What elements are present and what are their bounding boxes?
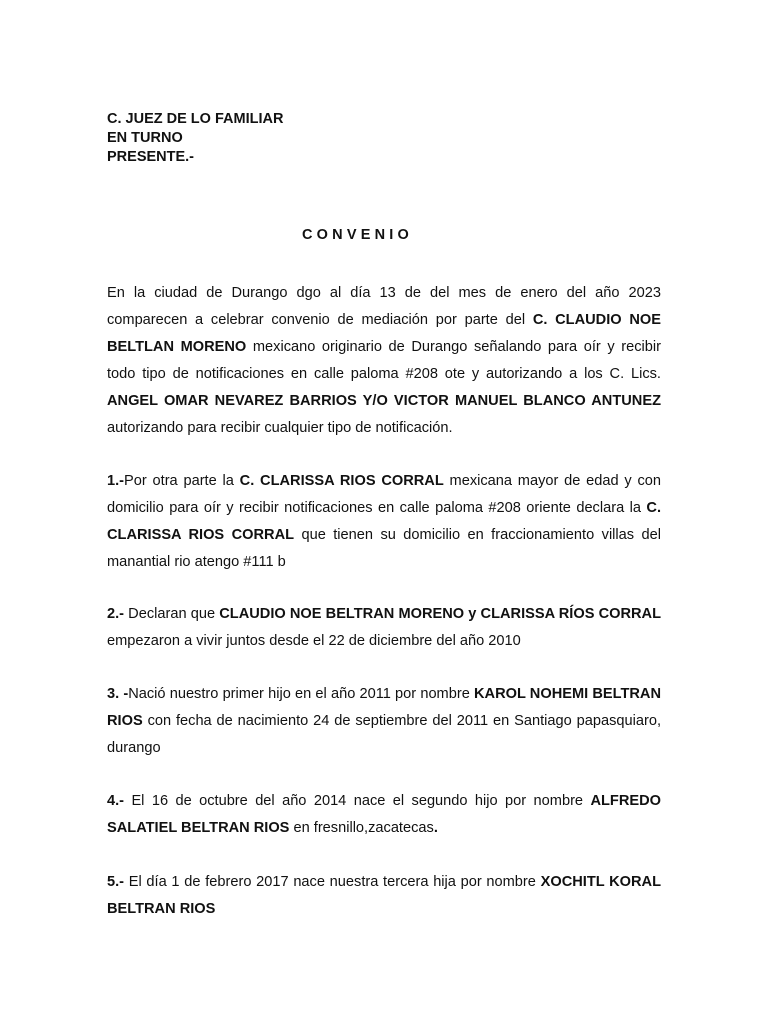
clause-2-text-2: empezaron a vivir juntos desde el 22 de diciembre del año 2010	[107, 633, 521, 649]
addressee-line-3: PRESENTE.-	[107, 149, 195, 165]
clause-2-paragraph	[107, 601, 661, 655]
clause-3-text-2: con fecha de nacimiento 24 de septiembre del 2011 en Santiago papasquiaro, durango	[107, 713, 661, 756]
clause-5-number: 5.-	[107, 874, 125, 890]
intro-text-2: mexicano originario de Durango señalando para oír y recibir todo tipo de notificaciones en calle paloma #208 ote y autorizando a los C. Lics.	[107, 339, 661, 382]
clause-2-bold-1: CLAUDIO NOE BELTRAN MORENO y CLARISSA RÍOS CORRAL	[219, 606, 662, 622]
intro-paragraph	[107, 280, 661, 442]
clause-3-number: 3. -	[107, 686, 129, 702]
addressee-line-1: C. JUEZ DE LO FAMILIAR	[107, 111, 284, 127]
intro-bold-names-2: ANGEL OMAR NEVAREZ BARRIOS Y/O VICTOR MANUEL BLANCO ANTUNEZ	[107, 393, 661, 409]
clause-5-bold-1: XOCHITL KORAL BELTRAN RIOS	[107, 874, 662, 917]
clause-4-bold-1: ALFREDO SALATIEL BELTRAN RIOS	[107, 793, 661, 836]
clause-1-text-3: que tienen su domicilio en fraccionamiento villas del manantial rio atengo #111 b	[107, 527, 661, 570]
clause-1-bold-2: C. CLARISSA RIOS CORRAL	[107, 500, 661, 543]
clause-1-paragraph	[107, 468, 661, 576]
clause-1-number: 1.-	[107, 473, 125, 489]
clause-5-text-1: El día 1 de febrero 2017 nace nuestra tercera hija por nombre	[124, 874, 541, 890]
clause-1-text-1: Por otra parte la	[124, 473, 240, 489]
clause-4-paragraph	[107, 788, 661, 842]
clause-1-bold-1a: C.	[239, 473, 255, 489]
intro-text-3: autorizando para recibir cualquier tipo de notificación.	[107, 420, 453, 436]
clause-1-bold-1b: CLARISSA RIOS CORRAL	[254, 473, 444, 489]
clause-4-number: 4.-	[107, 793, 125, 809]
addressee-line-2: EN TURNO	[107, 130, 183, 146]
clause-5-paragraph	[107, 869, 661, 923]
clause-2-number: 2.-	[107, 606, 125, 622]
clause-4-text-2: en fresnillo,zacatecas	[289, 820, 434, 836]
intro-bold-name-1: C. CLAUDIO NOE BELTLAN MORENO	[107, 312, 661, 355]
document-title: CONVENIO	[302, 227, 413, 243]
clause-4-text-1: El 16 de octubre del año 2014 nace el segundo hijo por nombre	[124, 793, 591, 809]
addressee-header	[107, 110, 283, 167]
clause-3-text-1: Nació nuestro primer hijo en el año 2011 por nombre	[128, 686, 474, 702]
intro-text-1: En la ciudad de Durango dgo al día 13 de del mes de enero del año 2023 comparecen a celebrar convenio de mediación por parte del	[107, 285, 661, 328]
clause-4-bold-2: .	[433, 820, 438, 836]
clause-3-bold-1: KAROL NOHEMI BELTRAN RIOS	[107, 686, 661, 729]
clause-1-text-2: mexicana mayor de edad y con domicilio para oír y recibir notificaciones en calle paloma #208 oriente declara la	[107, 473, 661, 516]
clause-3-paragraph	[107, 681, 661, 762]
clause-2-text-1: Declaran que	[124, 606, 220, 622]
